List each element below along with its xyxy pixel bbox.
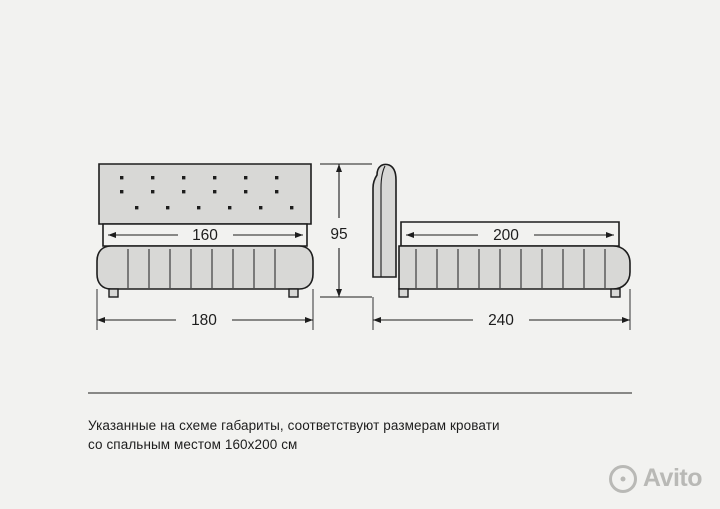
front-base	[97, 246, 313, 289]
dim-200-label: 200	[493, 227, 519, 244]
side-leg-left	[399, 289, 408, 297]
caption-line-1: Указанные на схеме габариты, соответствуют размерам кровати	[88, 418, 500, 433]
front-leg-left	[109, 289, 118, 297]
side-leg-right	[611, 289, 620, 297]
dim-180-label: 180	[191, 312, 217, 329]
avito-watermark-label: Avito	[642, 464, 702, 492]
dim-240-label: 240	[488, 312, 514, 329]
side-headboard	[373, 164, 396, 277]
avito-watermark	[609, 464, 702, 493]
dim-95-label: 95	[330, 226, 348, 243]
caption	[88, 416, 648, 454]
front-headboard-panel	[99, 164, 311, 224]
front-leg-right	[289, 289, 298, 297]
avito-ring-icon	[609, 465, 637, 493]
dim-160-label: 160	[192, 227, 218, 244]
side-base	[399, 246, 630, 289]
caption-line-2: со спальным местом 160х200 см	[88, 437, 298, 452]
